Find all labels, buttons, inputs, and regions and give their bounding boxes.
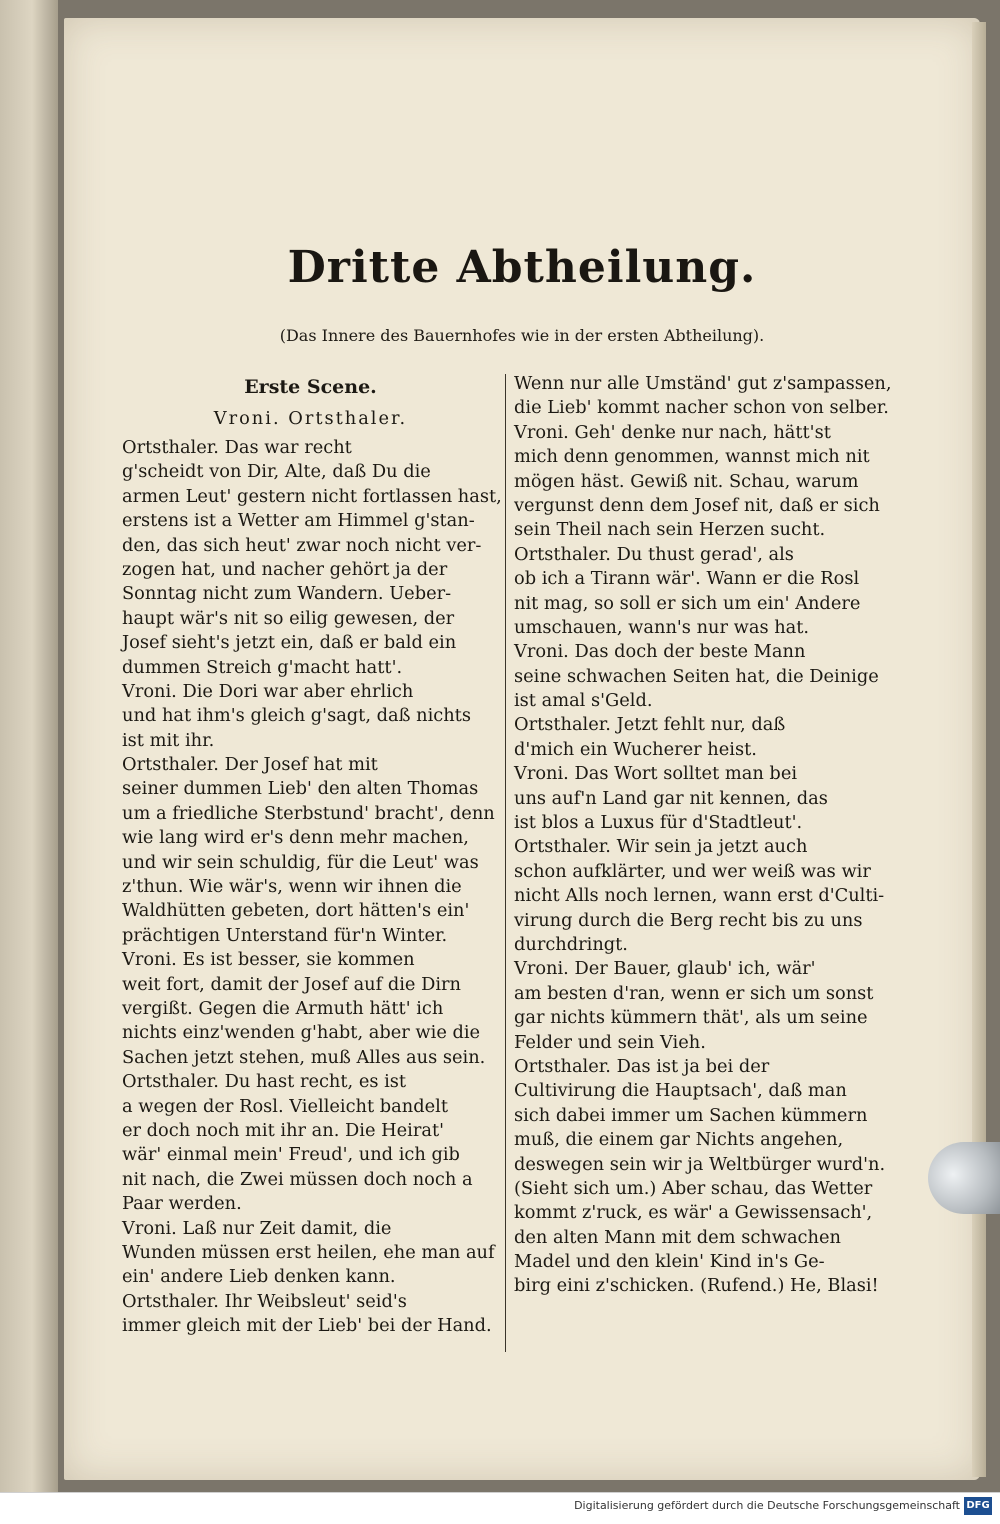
text-line: den, das sich heut' zwar noch nicht ver- bbox=[122, 534, 482, 556]
text-line: d'mich ein Wucherer heist. bbox=[514, 738, 757, 760]
text-line: deswegen sein wir ja Weltbürger wurd'n. bbox=[514, 1153, 886, 1175]
text-line: haupt wär's nit so eilig gewesen, der bbox=[122, 607, 455, 629]
text-line: Waldhütten gebeten, dort hätten's ein' bbox=[122, 900, 470, 922]
text-line: Vroni. Der Bauer, glaub' ich, wär' bbox=[514, 958, 816, 980]
text-line: um a friedliche Sterbstund' bracht', denn bbox=[122, 802, 495, 824]
text-line: zogen hat, und nacher gehört ja der bbox=[122, 558, 448, 580]
column-divider bbox=[505, 374, 506, 1352]
text-line: die Lieb' kommt nacher schon von selber. bbox=[514, 397, 889, 419]
stage-direction: (Das Innere des Bauernhofes wie in der ersten Abtheilung). bbox=[279, 326, 765, 345]
text-line: nicht Alls noch lernen, wann erst d'Culti- bbox=[514, 885, 885, 907]
text-line: erstens ist a Wetter am Himmel g'stan- bbox=[122, 510, 475, 532]
text-line: seine schwachen Seiten hat, die Deinige bbox=[514, 665, 879, 687]
left-column bbox=[122, 372, 502, 1338]
text-line: (Sieht sich um.) Aber schau, das Wetter bbox=[514, 1177, 873, 1199]
text-line: Ortsthaler. Das war recht bbox=[122, 437, 352, 458]
text-line: Josef sieht's jetzt ein, daß er bald ein bbox=[122, 632, 457, 654]
text-line: ist blos a Luxus für d'Stadtleut'. bbox=[514, 812, 803, 834]
text-line: Ortsthaler. Jetzt fehlt nur, daß bbox=[514, 714, 786, 736]
section-title: Dritte Abtheilung. bbox=[287, 242, 757, 293]
text-line: sich dabei immer um Sachen kümmern bbox=[514, 1104, 868, 1126]
previous-page-edge bbox=[0, 0, 58, 1492]
text-line: virung durch die Berg recht bis zu uns bbox=[514, 909, 863, 931]
text-line: Vroni. Laß nur Zeit damit, die bbox=[122, 1217, 392, 1239]
text-line: schon aufklärter, und wer weiß was wir bbox=[514, 860, 871, 882]
text-line: g'scheidt von Dir, Alte, daß Du die bbox=[122, 461, 431, 483]
text-line: Wunden müssen erst heilen, ehe man auf bbox=[122, 1241, 495, 1263]
text-line: ein' andere Lieb denken kann. bbox=[122, 1266, 396, 1288]
text-line: Ortsthaler. Ihr Weibsleut' seid's bbox=[122, 1290, 407, 1312]
page-edge-strip bbox=[972, 22, 986, 1477]
text-line: am besten d'ran, wenn er sich um sonst bbox=[514, 982, 874, 1004]
left-column-lines bbox=[122, 436, 502, 1338]
dfg-logo: DFG bbox=[964, 1497, 992, 1515]
text-line: wie lang wird er's denn mehr machen, bbox=[122, 827, 469, 849]
text-line: Vroni. Das doch der beste Mann bbox=[514, 641, 806, 663]
text-line: Ortsthaler. Du thust gerad', als bbox=[514, 543, 794, 565]
text-line: Cultivirung die Hauptsach', daß man bbox=[514, 1080, 847, 1102]
text-line: uns auf'n Land gar nit kennen, das bbox=[514, 787, 828, 809]
text-line: wär' einmal mein' Freud', und ich gib bbox=[122, 1144, 460, 1166]
text-line: sein Theil nach sein Herzen sucht. bbox=[514, 519, 826, 541]
text-line: mich denn genommen, wannst mich nit bbox=[514, 446, 870, 468]
text-line: birg eini z'schicken. (Rufend.) He, Blasi! bbox=[514, 1275, 879, 1297]
text-line: Ortsthaler. Wir sein ja jetzt auch bbox=[514, 836, 808, 858]
text-line: mögen häst. Gewiß nit. Schau, warum bbox=[514, 470, 859, 492]
text-line: immer gleich mit der Lieb' bei der Hand. bbox=[122, 1315, 492, 1337]
text-line: Vroni. Das Wort solltet man bei bbox=[514, 763, 798, 785]
text-line: den alten Mann mit dem schwachen bbox=[514, 1226, 841, 1248]
text-line: Wenn nur alle Umständ' gut z'sampassen, bbox=[514, 373, 892, 394]
text-line: Paar werden. bbox=[122, 1193, 242, 1215]
text-line: dummen Streich g'macht hatt'. bbox=[122, 656, 403, 678]
text-line: Ortsthaler. Du hast recht, es ist bbox=[122, 1071, 407, 1093]
text-line: ist amal s'Geld. bbox=[514, 690, 653, 712]
text-line: vergunst denn dem Josef nit, daß er sich bbox=[514, 494, 880, 516]
text-line: Vroni. Die Dori war aber ehrlich bbox=[122, 680, 414, 702]
text-line: Ortsthaler. Der Josef hat mit bbox=[122, 754, 378, 776]
text-line: Ortsthaler. Das ist ja bei der bbox=[514, 1055, 770, 1077]
text-line: Madel und den klein' Kind in's Ge- bbox=[514, 1251, 825, 1273]
text-line: armen Leut' gestern nicht fortlassen hast, bbox=[122, 485, 502, 507]
text-line: kommt z'ruck, es wär' a Gewissensach', bbox=[514, 1202, 873, 1224]
text-line: nichts einz'wenden g'habt, aber wie die bbox=[122, 1022, 481, 1044]
text-line: Sonntag nicht zum Wandern. Ueber- bbox=[122, 583, 452, 605]
right-column-lines bbox=[514, 372, 897, 1299]
text-line: seiner dummen Lieb' den alten Thomas bbox=[122, 778, 479, 800]
text-line: ob ich a Tirann wär'. Wann er die Rosl bbox=[514, 568, 860, 590]
text-line: ist mit ihr. bbox=[122, 729, 215, 751]
text-line: z'thun. Wie wär's, wenn wir ihnen die bbox=[122, 876, 462, 898]
text-line: weit fort, damit der Josef auf die Dirn bbox=[122, 973, 461, 995]
text-line: Sachen jetzt stehen, muß Alles aus sein. bbox=[122, 1046, 486, 1068]
scene-heading: Erste Scene. bbox=[244, 376, 377, 398]
text-line: vergißt. Gegen die Armuth hätt' ich bbox=[122, 997, 444, 1019]
character-list: Vroni. Ortsthaler. bbox=[213, 408, 408, 429]
text-line: und wir sein schuldig, für die Leut' was bbox=[122, 851, 479, 873]
text-line: umschauen, wann's nur was hat. bbox=[514, 616, 810, 638]
text-line: er doch noch mit ihr an. Die Heirat' bbox=[122, 1119, 445, 1141]
text-line: nit mag, so soll er sich um ein' Andere bbox=[514, 592, 861, 614]
footer-credit: Digitalisierung gefördert durch die Deutsche Forschungsgemeinschaft bbox=[574, 1499, 960, 1512]
page-tab-marker bbox=[928, 1142, 1000, 1214]
text-line: a wegen der Rosl. Vielleicht bandelt bbox=[122, 1095, 448, 1117]
text-line: und hat ihm's gleich g'sagt, daß nichts bbox=[122, 705, 471, 727]
text-line: Vroni. Es ist besser, sie kommen bbox=[122, 949, 415, 971]
text-line: nit nach, die Zwei müssen doch noch a bbox=[122, 1168, 473, 1190]
right-column bbox=[514, 372, 897, 1299]
text-line: muß, die einem gar Nichts angehen, bbox=[514, 1129, 844, 1151]
text-line: Felder und sein Vieh. bbox=[514, 1031, 706, 1053]
text-line: Vroni. Geh' denke nur nach, hätt'st bbox=[514, 421, 831, 443]
text-line: prächtigen Unterstand für'n Winter. bbox=[122, 924, 448, 946]
text-line: durchdringt. bbox=[514, 933, 628, 955]
text-line: gar nichts kümmern thät', als um seine bbox=[514, 1007, 868, 1029]
